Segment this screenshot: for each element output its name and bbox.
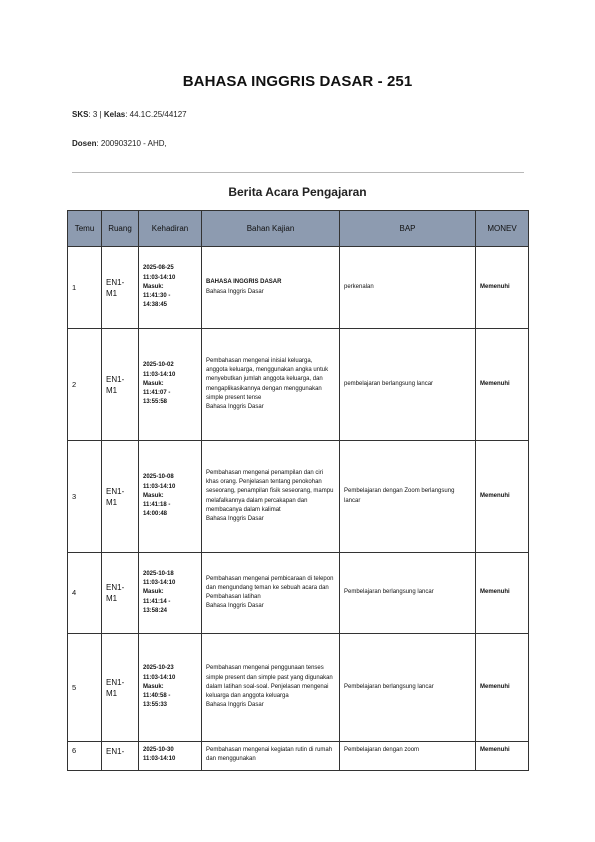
cell-bahan-kajian: [202, 634, 340, 742]
cell-kehadiran: [139, 553, 202, 634]
attendance-schedule: 11:03-14:10: [143, 674, 176, 681]
header-monev: MONEV: [476, 211, 529, 247]
attendance-out: 14:00:48: [143, 511, 168, 518]
attendance-date: 2025-10-08: [143, 474, 174, 481]
attendance-date: 2025-08-25: [143, 265, 174, 272]
header-bap: BAP: [340, 211, 476, 247]
cell-bahan-kajian: [202, 441, 340, 553]
dosen-value: : 200903210 - AHD,: [96, 139, 167, 148]
topic-text: Pembahasan mengenai kegiatan rutin di rumah dan menggunakan: [206, 747, 333, 763]
attendance-schedule: 11:03-14:10: [143, 756, 176, 763]
topic-text: Pembahasan mengenai pembicaraan di telepon dan mengundang teman ke sebuah acara dan Pembahasan latihan: [206, 575, 334, 600]
cell-kehadiran: [139, 247, 202, 329]
attendance-date: 2025-10-18: [143, 570, 174, 577]
course-meta: [72, 110, 187, 119]
cell-bahan-kajian: [202, 742, 340, 771]
cell-temu: 1: [68, 247, 102, 329]
attendance-label: Masuk:: [143, 589, 164, 596]
header-kehadiran: Kehadiran: [139, 211, 202, 247]
attendance-out: 13:58:24: [143, 607, 168, 614]
attendance-in: 11:41:18 -: [143, 502, 171, 509]
attendance-out: 13:55:33: [143, 702, 168, 709]
header-temu: Temu: [68, 211, 102, 247]
attendance-schedule: 11:03-14:10: [143, 580, 176, 587]
table-row: [68, 553, 529, 634]
attendance-schedule: 11:03-14:10: [143, 371, 176, 378]
attendance-in: 11:40:58 -: [143, 693, 171, 700]
table-header-row: [68, 211, 529, 247]
cell-kehadiran: [139, 441, 202, 553]
cell-bap: Pembelajaran dengan Zoom berlangsung lancar: [340, 441, 476, 553]
attendance-in: 11:41:30 -: [143, 293, 171, 300]
cell-kehadiran: [139, 742, 202, 771]
attendance-date: 2025-10-02: [143, 362, 174, 369]
attendance-label: Masuk:: [143, 283, 164, 290]
cell-bap: Pembelajaran dengan zoom: [340, 742, 476, 771]
topic-text: Pembahasan mengenai penggunaan tenses simple present dan simple past yang digunakan dalam latihan soal-soal. Penjelasan mengenai keluarga dan anggota keluarga: [206, 665, 333, 700]
attendance-schedule: 11:03-14:10: [143, 274, 176, 281]
cell-ruang: EN1-M1: [102, 553, 139, 634]
topic-text: BAHASA INGGRIS DASAR: [206, 279, 282, 286]
attendance-date: 2025-10-23: [143, 665, 174, 672]
cell-temu: 2: [68, 329, 102, 441]
cell-temu: 4: [68, 553, 102, 634]
cell-ruang: EN1-M1: [102, 441, 139, 553]
sks-value: : 3 |: [88, 110, 104, 119]
course-name: Bahasa Inggris Dasar: [206, 515, 264, 522]
cell-bahan-kajian: [202, 329, 340, 441]
cell-monev: Memenuhi: [476, 634, 529, 742]
table-row: [68, 329, 529, 441]
cell-temu: 5: [68, 634, 102, 742]
table-row: [68, 441, 529, 553]
attendance-out: 13:55:58: [143, 399, 168, 406]
cell-ruang: EN1-M1: [102, 329, 139, 441]
cell-temu: 6: [68, 742, 102, 771]
attendance-in: 11:41:07 -: [143, 390, 171, 397]
topic-text: Pembahasan mengenai inisial keluarga, anggota keluarga, menggunakan angka untuk menyebutkan jumlah anggota keluarga, dan mengaplikasikannya dengan menggunakan simple present tense: [206, 357, 329, 401]
attendance-label: Masuk:: [143, 683, 164, 690]
cell-monev: Memenuhi: [476, 329, 529, 441]
kelas-value: : 44.1C.25/44127: [125, 110, 187, 119]
cell-kehadiran: [139, 329, 202, 441]
course-name: Bahasa Inggris Dasar: [206, 702, 264, 709]
kelas-label: Kelas: [103, 110, 126, 119]
attendance-date: 2025-10-30: [143, 747, 174, 753]
cell-kehadiran: [139, 634, 202, 742]
cell-temu: 3: [68, 441, 102, 553]
cell-bap: perkenalan: [340, 247, 476, 329]
table-row: [68, 247, 529, 329]
cell-bahan-kajian: [202, 247, 340, 329]
cell-monev: Memenuhi: [476, 441, 529, 553]
table-row: [68, 742, 529, 771]
cell-ruang: EN1-M1: [102, 634, 139, 742]
attendance-schedule: 11:03-14:10: [143, 483, 176, 490]
course-name: Bahasa Inggris Dasar: [206, 403, 264, 410]
cell-monev: Memenuhi: [476, 553, 529, 634]
attendance-label: Masuk:: [143, 492, 164, 499]
topic-text: Pembahasan mengenai penampilan dan ciri khas orang. Penjelasan tentang penokohan seseorang, penampilan fisik seseorang, mampu melafalkannya dalam percakapan dan membacanya dalam kalimat: [206, 469, 334, 513]
course-title: BAHASA INGGRIS DASAR - 251: [182, 73, 413, 90]
course-name: Bahasa Inggris Dasar: [206, 603, 264, 610]
dosen-label: Dosen: [72, 139, 97, 148]
lecturer-meta: [72, 139, 167, 148]
cell-ruang: EN1-M1: [102, 247, 139, 329]
attendance-out: 14:38:45: [143, 302, 168, 309]
cell-bap: Pembelajaran berlangsung lancar: [340, 634, 476, 742]
attendance-in: 11:41:14 -: [143, 598, 171, 605]
attendance-label: Masuk:: [143, 380, 164, 387]
teaching-record-table: [67, 210, 529, 771]
header-bahan-kajian: Bahan Kajian: [202, 211, 340, 247]
divider: [72, 172, 524, 173]
section-title: Berita Acara Pengajaran: [228, 185, 367, 199]
cell-monev: Memenuhi: [476, 247, 529, 329]
cell-bap: pembelajaran berlangsung lancar: [340, 329, 476, 441]
cell-bahan-kajian: [202, 553, 340, 634]
sks-label: SKS: [72, 110, 89, 119]
cell-bap: Pembelajaran berlangsung lancar: [340, 553, 476, 634]
table-row: [68, 634, 529, 742]
header-ruang: Ruang: [102, 211, 139, 247]
course-name: Bahasa Inggris Dasar: [206, 288, 264, 295]
cell-ruang: EN1-: [102, 742, 139, 771]
cell-monev: Memenuhi: [476, 742, 529, 771]
